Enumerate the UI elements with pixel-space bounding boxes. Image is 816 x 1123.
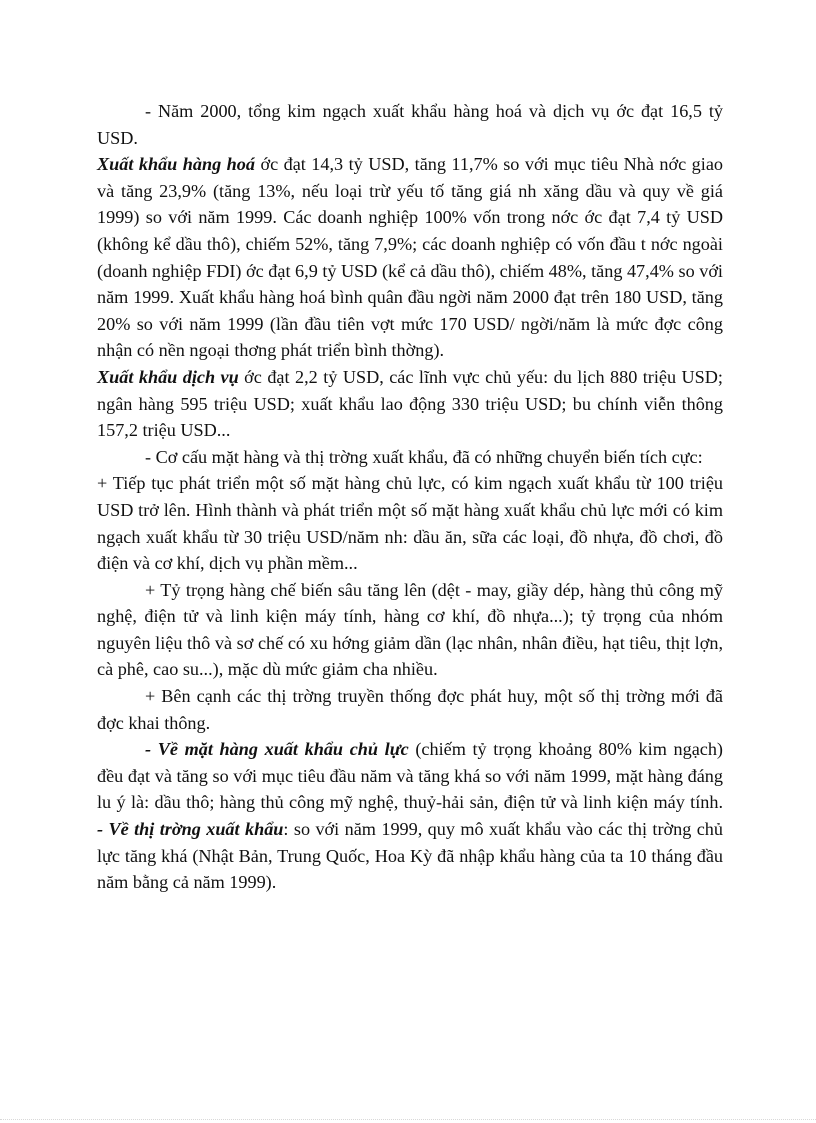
service-export-heading: Xuất khẩu dịch vụ [97, 366, 239, 387]
document-body [97, 98, 723, 896]
paragraph-service-export: Xuất khẩu dịch vụ ớc đạt 2,2 tỷ USD, các lĩnh vực chủ yếu: du lịch 880 triệu USD; ngân hàng 595 triệu USD; xuất khẩu lao động 330 triệu USD; bu chính viễn thông 157,2 triệu USD... [97, 366, 723, 441]
paragraph-structure-change: - Cơ cấu mặt hàng và thị trờng xuất khẩu, đã có những chuyển biến tích cực: [145, 446, 703, 467]
export-markets-heading: - Về thị trờng xuất khẩu [97, 819, 284, 840]
paragraph-key-products: + Tiếp tục phát triển một số mặt hàng chủ lực, có kim ngạch xuất khẩu từ 100 triệu USD trở lên. Hình thành và phát triển một số mặt hàng xuất khẩu chủ lực mới có kim ngạch xuất khẩu từ 30 triệu USD/năm nh: dầu ăn, sữa các loại, đồ nhựa, đồ chơi, đồ điện và cơ khí, dịch vụ phần mềm... [97, 473, 723, 574]
goods-export-heading: Xuất khẩu hàng hoá [97, 154, 255, 175]
paragraph-main-export-items: - Về mặt hàng xuất khẩu chủ lực (chiếm tỷ trọng khoảng 80% kim ngạch) đều đạt và tăng so với mục tiêu đầu năm và tăng khá so với năm 1999, mặt hàng đáng lu ý là: dầu thô; hàng thủ công mỹ nghệ, thuỷ-hải sản, điện tử và linh kiện máy tính. [97, 739, 723, 813]
paragraph-export-markets: - Về thị trờng xuất khẩu: so với năm 1999, quy mô xuất khẩu vào các thị trờng chủ lực tăng khá (Nhật Bản, Trung Quốc, Hoa Kỳ đã nhập khẩu hàng của ta 10 tháng đầu năm bằng cả năm 1999). [97, 819, 723, 893]
paragraph-goods-export: Xuất khẩu hàng hoá ớc đạt 14,3 tỷ USD, tăng 11,7% so với mục tiêu Nhà nớc giao và tăng 23,9% (tăng 13%, nếu loại trừ yếu tố tăng giá nh xăng dầu và quy về giá 1999) so với năm 1999. Các doanh nghiệp 100% vốn trong nớc ớc đạt 7,4 tỷ USD (không kể dầu thô), chiếm 52%, tăng 7,9%; các doanh nghiệp có vốn đầu t nớc ngoài (doanh nghiệp FDI) ớc đạt 6,9 tỷ USD (kể cả dầu thô), chiếm 48%, tăng 47,4% so với năm 1999. Xuất khẩu hàng hoá bình quân đầu ngời năm 2000 đạt trên 180 USD, tăng 20% so với năm 1999 (lần đầu tiên vợt mức 170 USD/ ngời/năm là mức đợc công nhận có nền ngoại thơng phát triển bình thờng). [97, 154, 723, 361]
paragraph-processed-goods: + Tỷ trọng hàng chế biến sâu tăng lên (dệt - may, giầy dép, hàng thủ công mỹ nghệ, điện tử và linh kiện máy tính, hàng cơ khí, đồ nhựa...); tỷ trọng của nhóm nguyên liệu thô và sơ chế có xu hớng giảm dần (lạc nhân, nhân điều, hạt tiêu, thịt lợn, cà phê, cao su...), mặc dù mức giảm cha nhiều. [97, 579, 723, 680]
paragraph-export-total: - Năm 2000, tổng kim ngạch xuất khẩu hàng hoá và dịch vụ ớc đạt 16,5 tỷ USD. [97, 101, 723, 148]
paragraph-markets-opened: + Bên cạnh các thị trờng truyền thống đợc phát huy, một số thị trờng mới đã đợc khai thông. [97, 686, 723, 733]
main-export-items-heading: - Về mặt hàng xuất khẩu chủ lực [145, 739, 409, 760]
page-bottom-border [0, 1119, 816, 1120]
